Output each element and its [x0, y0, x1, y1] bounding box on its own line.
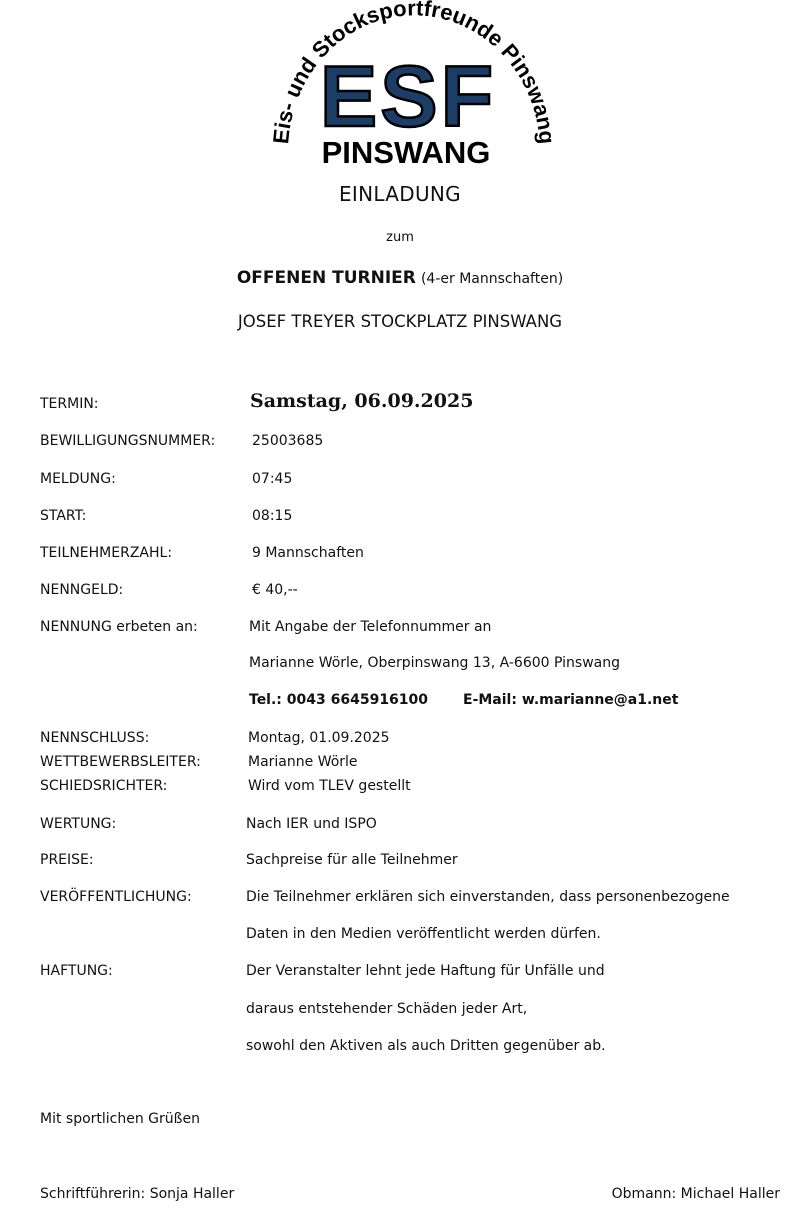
contact-phone: Tel.: 0043 6645916100 — [249, 692, 429, 708]
page-title: EINLADUNG — [339, 182, 461, 206]
nennung-label: NENNUNG erbeten an: — [40, 619, 198, 635]
event-title-bold: OFFENEN TURNIER — [236, 268, 416, 288]
logo-arc-text: Eis- und Stocksportfreunde Pinswang — [268, 0, 560, 146]
meldung-value: 07:45 — [252, 471, 293, 487]
chairman-signature: Obmann: Michael Haller — [611, 1186, 780, 1202]
teilnehmer-label: TEILNEHMERZAHL: — [40, 545, 173, 561]
zum-text: zum — [386, 230, 414, 245]
nennschluss-label: NENNSCHLUSS: — [40, 730, 150, 746]
leiter-label: WETTBEWERBSLEITER: — [40, 754, 201, 770]
logo-pinswang-text: PINSWANG — [321, 135, 491, 170]
leiter-value: Marianne Wörle — [248, 754, 358, 770]
veroeff-line2: Daten in den Medien veröffentlicht werden dürfen. — [246, 926, 601, 942]
termin-value: Samstag, 06.09.2025 — [250, 390, 474, 412]
nenngeld-value: € 40,-- — [252, 582, 298, 598]
haftung-line2: daraus entstehender Schäden jeder Art, — [246, 1001, 528, 1017]
teilnehmer-value: 9 Mannschaften — [252, 545, 364, 561]
preise-label: PREISE: — [40, 852, 94, 868]
wertung-label: WERTUNG: — [40, 816, 117, 832]
nennung-line2: Marianne Wörle, Oberpinswang 13, A-6600 Pinswang — [249, 655, 620, 671]
nenngeld-label: NENNGELD: — [40, 582, 124, 598]
venue-title: JOSEF TREYER STOCKPLATZ PINSWANG — [237, 312, 563, 331]
preise-value: Sachpreise für alle Teilnehmer — [246, 852, 458, 868]
bewilligung-label: BEWILLIGUNGSNUMMER: — [40, 433, 216, 449]
veroeff-line1: Die Teilnehmer erklären sich einverstanden, dass personenbezogene — [246, 889, 730, 905]
haftung-label: HAFTUNG: — [40, 963, 113, 979]
greeting: Mit sportlichen Grüßen — [40, 1111, 200, 1127]
start-label: START: — [40, 508, 87, 524]
schieds-label: SCHIEDSRICHTER: — [40, 778, 168, 794]
veroeff-label: VERÖFFENTLICHUNG: — [40, 889, 192, 905]
haftung-line3: sowohl den Aktiven als auch Dritten gegenüber ab. — [246, 1038, 606, 1054]
start-value: 08:15 — [252, 508, 293, 524]
nennschluss-value: Montag, 01.09.2025 — [248, 730, 390, 746]
secretary-signature: Schriftführerin: Sonja Haller — [40, 1186, 235, 1202]
haftung-line1: Der Veranstalter lehnt jede Haftung für Unfälle und — [246, 963, 605, 979]
event-title — [0, 268, 800, 288]
meldung-label: MELDUNG: — [40, 471, 116, 487]
nennung-line1: Mit Angabe der Telefonnummer an — [249, 619, 492, 635]
wertung-value: Nach IER und ISPO — [246, 816, 377, 832]
schieds-value: Wird vom TLEV gestellt — [248, 778, 411, 794]
club-logo — [240, 0, 570, 172]
termin-label: TERMIN: — [40, 396, 99, 412]
event-subtitle: (4-er Mannschaften) — [420, 271, 564, 287]
logo-esf-text: ESF — [319, 49, 497, 145]
bewilligung-value: 25003685 — [252, 433, 324, 449]
contact-email: E-Mail: w.marianne@a1.net — [463, 692, 679, 708]
